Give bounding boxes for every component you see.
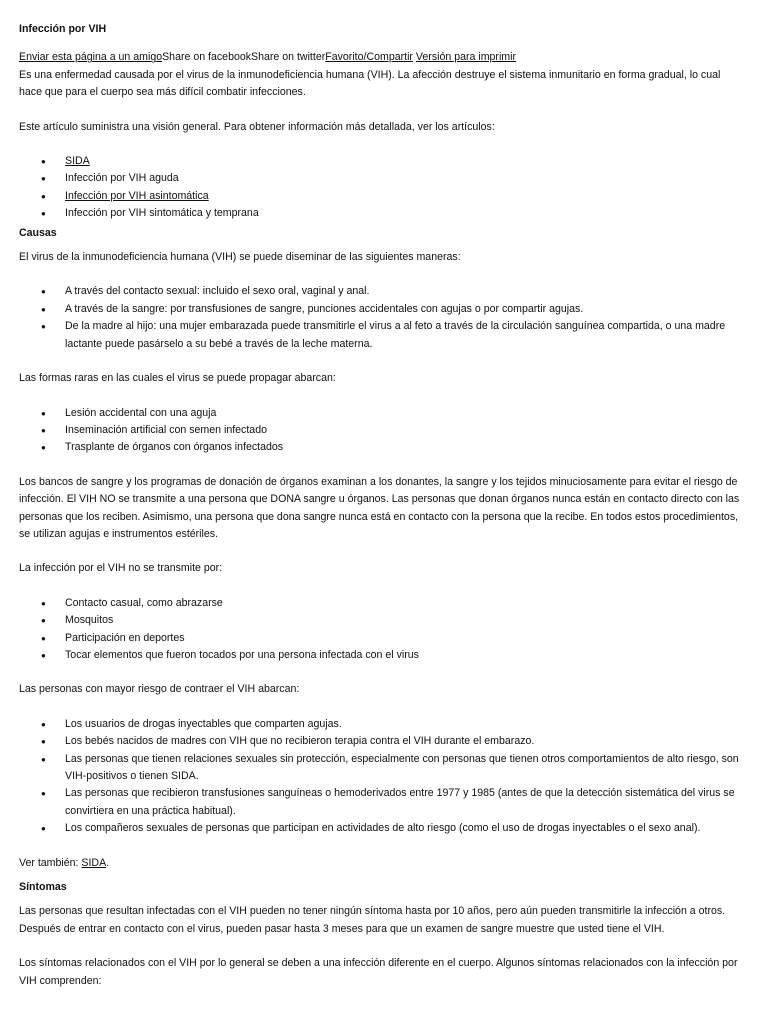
see-also-sida-link[interactable]: SIDA bbox=[81, 856, 107, 869]
symptoms-paragraph-2: Los síntomas relacionados con el VIH por lo general se deben a una infección diferente en el cuerpo. Algunos síntomas relacionados con la infección por VIH comprenden: bbox=[19, 957, 738, 987]
list-item: ● Mosquitos bbox=[19, 612, 740, 629]
section-heading-sintomas: Síntomas bbox=[19, 881, 67, 894]
list-item: ● Inseminación artificial con semen infectado bbox=[19, 422, 740, 439]
see-also-suffix: . bbox=[106, 856, 110, 869]
article-link-asintomatica[interactable]: Infección por VIH asintomática bbox=[65, 189, 209, 202]
list-item: ● Los bebés nacidos de madres con VIH que no recibieron terapia contra el VIH durante el embarazo. bbox=[19, 733, 740, 750]
risk-intro: Las personas con mayor riesgo de contraer el VIH abarcan: bbox=[19, 683, 300, 696]
share-links-line bbox=[19, 49, 740, 66]
list-item: ● Participación en deportes bbox=[19, 630, 740, 647]
list-item: ● Contacto casual, como abrazarse bbox=[19, 595, 740, 612]
send-to-friend-link[interactable]: Enviar esta página a un amigo bbox=[19, 51, 163, 64]
causes-intro: El virus de la inmunodeficiencia humana (VIH) se puede diseminar de las siguientes maneras: bbox=[19, 251, 461, 264]
list-item: ● A través del contacto sexual: incluido el sexo oral, vaginal y anal. bbox=[19, 283, 740, 300]
rare-intro: Las formas raras en las cuales el virus se puede propagar abarcan: bbox=[19, 372, 336, 385]
overview-paragraph: Este artículo suministra una visión general. Para obtener información más detallada, ver los artículos: bbox=[19, 120, 495, 133]
article-link-sida[interactable]: SIDA bbox=[65, 155, 90, 168]
articles-list bbox=[19, 153, 740, 223]
list-item: ● Las personas que recibieron transfusiones sanguíneas o hemoderivados entre 1977 y 1985 (antes de que la detección sistemática del virus se convirtiera en una práctica habitual). bbox=[19, 785, 740, 820]
rare-list bbox=[19, 405, 740, 457]
blood-banks-paragraph: Los bancos de sangre y los programas de donación de órganos examinan a los donantes, la sangre y los tejidos minuciosamente para evitar el riesgo de infección. El VIH NO se transmite a una persona que DONA sangre u órganos. Las personas que donan órganos nunca están en contacto directo con las personas que los reciben. Asimismo, una persona que dona sangre nunca está en contacto con la persona que la recibe. En todos estos procedimientos, se utilizan agujas e instrumentos estériles. bbox=[19, 475, 740, 540]
list-item: ● Las personas que tienen relaciones sexuales sin protección, especialmente con personas que tienen otros comportamientos de alto riesgo, son VIH-positivos o tienen SIDA. bbox=[19, 751, 740, 786]
favorite-share-link[interactable]: Favorito/Compartir bbox=[325, 51, 413, 64]
list-item: ● Infección por VIH aguda bbox=[19, 170, 740, 187]
see-also-line bbox=[19, 855, 740, 872]
not-transmitted-list bbox=[19, 595, 740, 665]
list-item bbox=[19, 153, 740, 170]
list-item: ● Tocar elementos que fueron tocados por una persona infectada con el virus bbox=[19, 647, 740, 664]
list-item: ● Lesión accidental con una aguja bbox=[19, 405, 740, 422]
list-item: ● De la madre al hijo: una mujer embarazada puede transmitirle el virus a al feto a través de la circulación sanguínea compartida, o una madre lactante puede pasárselo a su bebé a través de la leche materna. bbox=[19, 318, 740, 353]
page-title: Infección por VIH bbox=[19, 23, 107, 35]
section-heading-causas: Causas bbox=[19, 226, 57, 239]
see-also-prefix: Ver también: bbox=[19, 856, 82, 869]
list-item bbox=[19, 188, 740, 205]
causes-list bbox=[19, 283, 740, 353]
share-twitter-text: Share on twitter bbox=[251, 51, 326, 64]
risk-list bbox=[19, 716, 740, 838]
share-facebook-text: Share on facebook bbox=[162, 51, 252, 64]
print-version-link[interactable]: Versión para imprimir bbox=[415, 51, 517, 64]
not-transmitted-intro: La infección por el VIH no se transmite por: bbox=[19, 562, 223, 575]
list-item: ● Los usuarios de drogas inyectables que comparten agujas. bbox=[19, 716, 740, 733]
intro-paragraph: Es una enfermedad causada por el virus de la inmunodeficiencia humana (VIH). La afección destruye el sistema inmunitario en forma gradual, lo cual hace que para el cuerpo sea más difícil combatir infecciones. bbox=[19, 68, 721, 99]
symptoms-paragraph-1: Las personas que resultan infectadas con el VIH pueden no tener ningún síntoma hasta por 10 años, pero aún pueden transmitirle la infección a otros. Después de entrar en contacto con el virus, pueden pasar hasta 3 meses para que un examen de sangre muestre que usted tiene el VIH. bbox=[19, 905, 726, 935]
list-item: ● Trasplante de órganos con órganos infectados bbox=[19, 439, 740, 456]
list-item: ● Los compañeros sexuales de personas que participan en actividades de alto riesgo (como el uso de drogas inyectables o el sexo anal). bbox=[19, 820, 740, 837]
list-item: ● Infección por VIH sintomática y temprana bbox=[19, 205, 740, 222]
list-item: ● A través de la sangre: por transfusiones de sangre, punciones accidentales con agujas o por compartir agujas. bbox=[19, 301, 740, 318]
